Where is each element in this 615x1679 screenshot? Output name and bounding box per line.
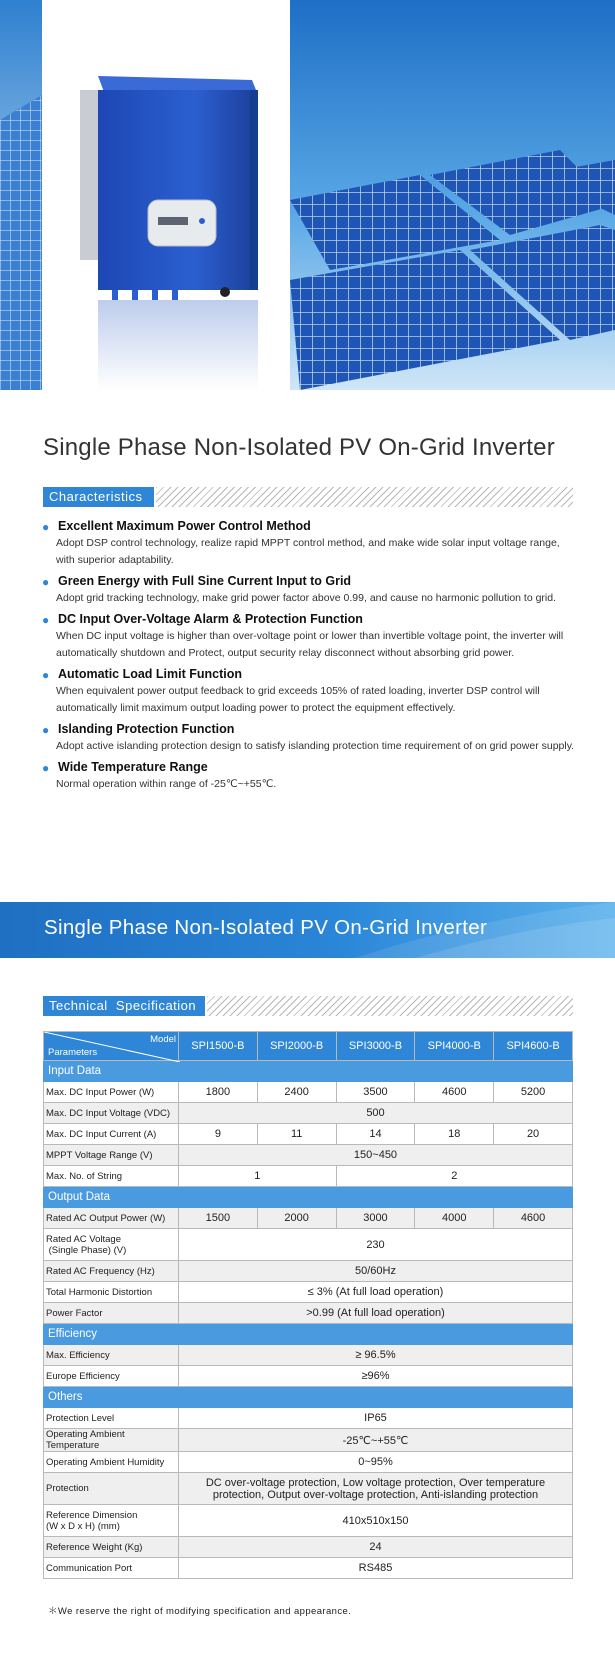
item-title: DC Input Over-Voltage Alarm & Protection Function: [58, 612, 363, 626]
table-cell: RS485: [179, 1558, 573, 1579]
cell-line: protection, Output over-voltage protection, Anti-islanding protection: [212, 1488, 539, 1501]
row-label: Rated AC Output Power (W): [44, 1208, 179, 1229]
table-header-row: [44, 1032, 573, 1061]
item-description: When equivalent power output feedback to grid exceeds 105% of rated loading, inverter DSP control will automatically limit maximum output loading power to protect the equipment effectively.: [56, 685, 540, 714]
table-cell: >0.99 (At full load operation): [179, 1303, 573, 1324]
item-title: Wide Temperature Range: [58, 760, 208, 774]
hatch-divider: [156, 487, 573, 507]
spec-table: [43, 1031, 573, 1579]
item-title: Automatic Load Limit Function: [58, 667, 243, 681]
bullet-icon: ●: [42, 613, 50, 627]
item-description: When DC input voltage is higher than over-voltage point or lower than invertible voltage point, the inverter will automatically shutdown and Protect, output security relay disconnect without absorbing grid power.: [56, 630, 564, 659]
row-label-line: Rated AC Voltage: [46, 1233, 121, 1245]
table-cell: 4000: [415, 1208, 494, 1229]
table-row: [44, 1082, 573, 1103]
table-cell: ≥96%: [179, 1366, 573, 1387]
bullet-icon: ●: [42, 668, 50, 682]
item-title: Green Energy with Full Sine Current Input to Grid: [58, 574, 352, 588]
item-description: Adopt grid tracking technology, make grid power factor above 0.99, and cause no harmonic pollution to grid.: [56, 592, 557, 604]
table-cell: 1500: [179, 1208, 258, 1229]
row-label: Total Harmonic Distortion: [44, 1282, 179, 1303]
table-cell: 1: [179, 1166, 337, 1187]
hatch-divider: [207, 996, 573, 1016]
model-header: SPI3000-B: [336, 1032, 415, 1061]
table-row: [44, 1558, 573, 1579]
row-label-line: (Single Phase) (V): [46, 1244, 127, 1256]
table-cell: 2: [336, 1166, 572, 1187]
row-label: Max. Efficiency: [44, 1345, 179, 1366]
row-label: Reference Weight (Kg): [44, 1537, 179, 1558]
row-label: Protection: [44, 1473, 179, 1505]
group-row-input: [44, 1061, 573, 1082]
bullet-icon: ●: [42, 575, 50, 589]
corner-model-label: Model: [150, 1034, 176, 1045]
row-label: Operating Ambient Humidity: [44, 1452, 179, 1473]
table-row: [44, 1145, 573, 1166]
table-row: [44, 1261, 573, 1282]
group-label: Efficiency: [44, 1324, 573, 1345]
list-item: [42, 759, 577, 793]
table-row: [44, 1537, 573, 1558]
row-label-line: (W x D x H) (mm): [46, 1520, 120, 1532]
table-cell: ≤ 3% (At full load operation): [179, 1282, 573, 1303]
row-label: [44, 1229, 179, 1261]
bullet-icon: ●: [42, 520, 50, 534]
section-banner: [0, 902, 615, 958]
corner-parameters-label: Parameters: [48, 1047, 98, 1058]
item-description: Adopt DSP control technology, realize rapid MPPT control method, and make wide solar input voltage range, with superior adaptability.: [56, 537, 560, 566]
table-cell: IP65: [179, 1408, 573, 1429]
group-row-efficiency: [44, 1324, 573, 1345]
list-item: [42, 611, 577, 662]
hero-solar-inverter-illustration: [0, 0, 615, 390]
item-title: Islanding Protection Function: [58, 722, 235, 736]
table-cell: 4600: [415, 1082, 494, 1103]
bullet-icon: ●: [42, 761, 50, 775]
table-cell: 150~450: [179, 1145, 573, 1166]
row-label: Power Factor: [44, 1303, 179, 1324]
table-row: [44, 1124, 573, 1145]
table-cell: 230: [179, 1229, 573, 1261]
row-label: [44, 1505, 179, 1537]
banner-title: Single Phase Non-Isolated PV On-Grid Inverter: [44, 916, 488, 939]
table-row: [44, 1452, 573, 1473]
group-label: Output Data: [44, 1187, 573, 1208]
table-cell: 3000: [336, 1208, 415, 1229]
list-item: [42, 573, 577, 607]
row-label: Rated AC Frequency (Hz): [44, 1261, 179, 1282]
table-cell: 9: [179, 1124, 258, 1145]
table-cell: 500: [179, 1103, 573, 1124]
hero-image: [0, 0, 615, 390]
footnote: ＊We reserve the right of modifying specification and appearance.: [48, 1606, 352, 1617]
list-item: [42, 518, 577, 569]
table-cell: 410x510x150: [179, 1505, 573, 1537]
table-cell: 2000: [257, 1208, 336, 1229]
page-title: Single Phase Non-Isolated PV On-Grid Inverter: [43, 434, 555, 461]
table-row: [44, 1103, 573, 1124]
table-cell: 50/60Hz: [179, 1261, 573, 1282]
row-label: MPPT Voltage Range (V): [44, 1145, 179, 1166]
row-label: Max. DC Input Power (W): [44, 1082, 179, 1103]
table-row: [44, 1473, 573, 1505]
characteristics-header: [43, 487, 573, 507]
characteristics-label: Characteristics: [43, 487, 154, 507]
table-cell: 2400: [257, 1082, 336, 1103]
row-label-line: Reference Dimension: [46, 1509, 138, 1521]
tech-spec-label: Technical Specification: [43, 996, 205, 1016]
table-cell: 5200: [494, 1082, 573, 1103]
table-row: [44, 1345, 573, 1366]
table-row: [44, 1429, 573, 1452]
item-title: Excellent Maximum Power Control Method: [58, 519, 311, 533]
group-label: Others: [44, 1387, 573, 1408]
row-label: Max. DC Input Current (A): [44, 1124, 179, 1145]
list-item: [42, 721, 577, 755]
table-cell: 1800: [179, 1082, 258, 1103]
cell-line: DC over-voltage protection, Low voltage protection, Over temperature: [205, 1476, 546, 1489]
group-row-output: [44, 1187, 573, 1208]
table-cell: 18: [415, 1124, 494, 1145]
table-cell: [179, 1473, 573, 1505]
table-cell: 3500: [336, 1082, 415, 1103]
group-label: Input Data: [44, 1061, 573, 1082]
item-description: Normal operation within range of -25℃~+55℃.: [56, 778, 277, 790]
row-label: Max. DC Input Voltage (VDC): [44, 1103, 179, 1124]
row-label: Communication Port: [44, 1558, 179, 1579]
model-header: SPI2000-B: [257, 1032, 336, 1061]
row-label: Max. No. of String: [44, 1166, 179, 1187]
table-cell: -25℃~+55℃: [179, 1429, 573, 1452]
table-row: [44, 1366, 573, 1387]
table-row: [44, 1282, 573, 1303]
row-label: Protection Level: [44, 1408, 179, 1429]
table-cell: 24: [179, 1537, 573, 1558]
table-row: [44, 1505, 573, 1537]
item-description: Adopt active islanding protection design to satisfy islanding protection time requirement of on grid power supply.: [56, 740, 575, 752]
table-row: [44, 1208, 573, 1229]
table-row: [44, 1166, 573, 1187]
model-header: SPI1500-B: [179, 1032, 258, 1061]
model-header: SPI4000-B: [415, 1032, 494, 1061]
table-row: [44, 1229, 573, 1261]
table-cell: 14: [336, 1124, 415, 1145]
row-label: Europe Efficiency: [44, 1366, 179, 1387]
table-cell: 0~95%: [179, 1452, 573, 1473]
table-cell: 11: [257, 1124, 336, 1145]
tech-spec-header: [43, 996, 573, 1016]
table-row: [44, 1408, 573, 1429]
bullet-icon: ●: [42, 723, 50, 737]
row-label: Operating Ambient Temperature: [44, 1429, 179, 1452]
table-cell: 4600: [494, 1208, 573, 1229]
table-row: [44, 1303, 573, 1324]
group-row-others: [44, 1387, 573, 1408]
model-parameters-corner: [44, 1032, 179, 1061]
table-cell: 20: [494, 1124, 573, 1145]
table-cell: ≥ 96.5%: [179, 1345, 573, 1366]
list-item: [42, 666, 577, 717]
characteristics-list: [42, 518, 577, 797]
model-header: SPI4600-B: [494, 1032, 573, 1061]
